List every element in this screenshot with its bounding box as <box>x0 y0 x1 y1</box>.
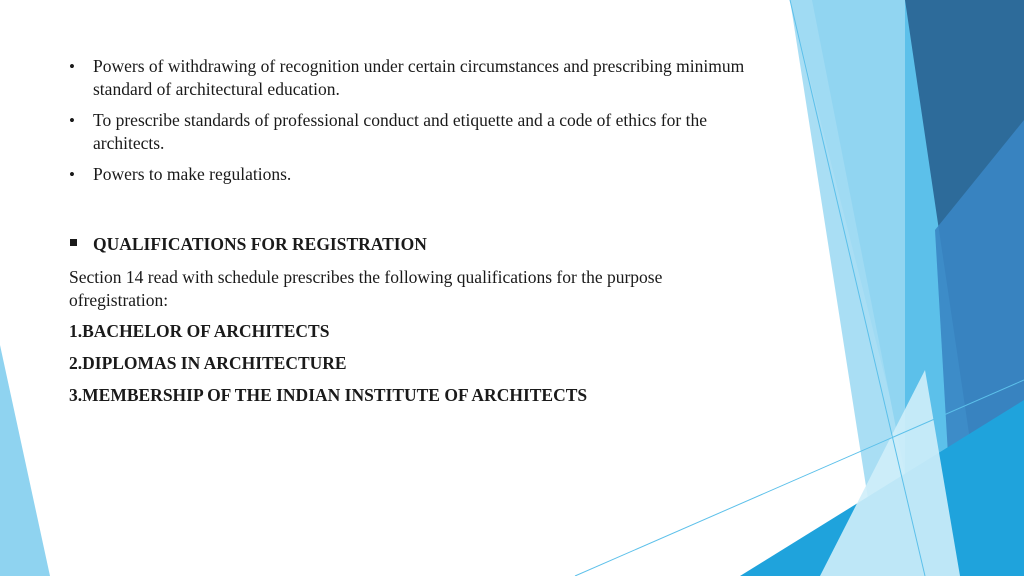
qualification-item: 2.DIPLOMAS IN ARCHITECTURE <box>69 353 347 373</box>
qualification-item: 3.MEMBERSHIP OF THE INDIAN INSTITUTE OF ARCHITECTS <box>69 385 588 405</box>
square-bullet-icon <box>70 239 77 246</box>
bullet-text-regulations: Powers to make regulations. <box>93 164 292 184</box>
qualification-item: 1.BACHELOR OF ARCHITECTS <box>69 321 330 341</box>
bullet-text-withdrawing: Powers of withdrawing of recognition under certain circumstances and prescribing minimum standard of architectural education. <box>93 56 745 99</box>
bullet-text-standards: To prescribe standards of professional conduct and etiquette and a code of ethics for the architects. <box>93 110 707 153</box>
section-paragraph: Section 14 read with schedule prescribes the following qualifications for the purpose ofregistration: <box>69 267 663 310</box>
bullet-dot: • <box>69 165 75 184</box>
bullet-dot: • <box>69 57 75 76</box>
bullet-dot: • <box>69 111 75 130</box>
section-heading: QUALIFICATIONS FOR REGISTRATION <box>93 234 427 254</box>
